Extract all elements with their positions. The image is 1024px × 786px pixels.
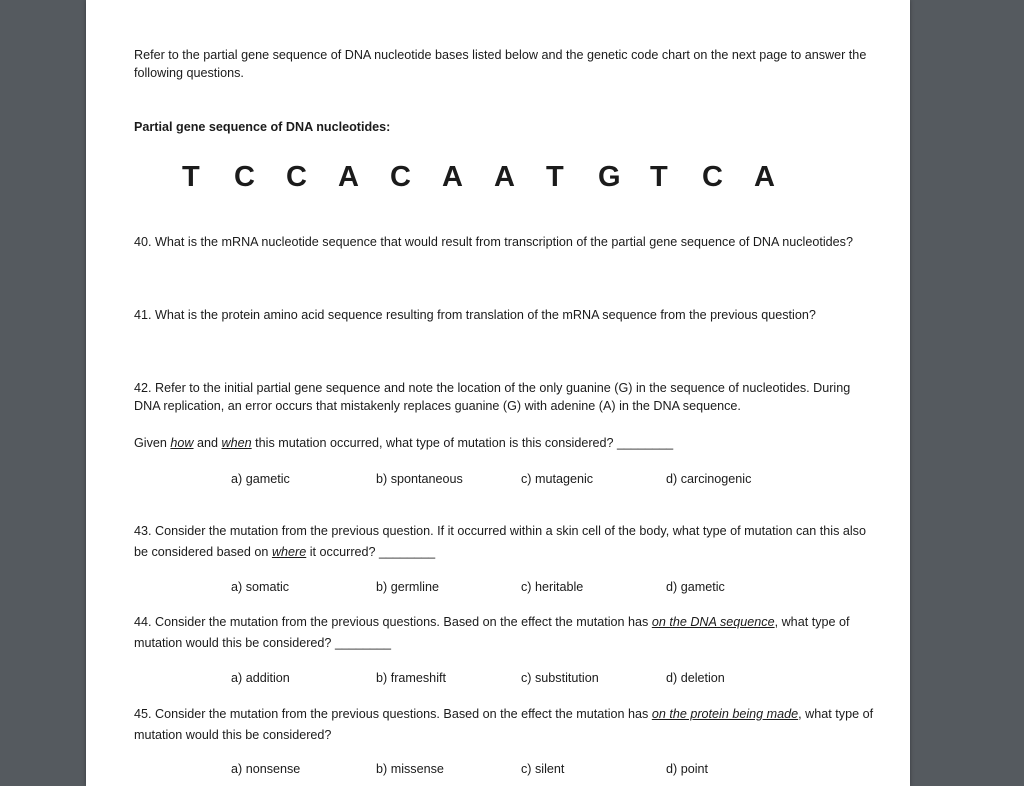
prompt-text: and	[193, 436, 222, 450]
option-c: c) substitution	[521, 671, 599, 685]
nucleotide: A	[338, 161, 359, 193]
option-d: d) gametic	[666, 580, 725, 594]
prompt-text: this mutation occurred, what type of mutation is this considered?	[251, 436, 618, 450]
question-42-options	[231, 469, 811, 489]
question-text: 43. Consider the mutation from the previous question. If it occurred within a skin cell of the body, what type of mutation can this also be considered based on	[134, 524, 866, 559]
emphasis-when: when	[221, 436, 252, 450]
nucleotide: A	[494, 161, 515, 193]
option-b: b) spontaneous	[376, 472, 463, 486]
nucleotide: C	[390, 161, 411, 193]
nucleotide: T	[182, 161, 200, 193]
question-44	[134, 612, 874, 654]
question-text: 44. Consider the mutation from the previous questions. Based on the effect the mutation has	[134, 615, 652, 629]
question-text: 45. Consider the mutation from the previous questions. Based on the effect the mutation has	[134, 707, 652, 721]
question-41: 41. What is the protein amino acid sequence resulting from translation of the mRNA sequence from the previous question?	[134, 308, 816, 322]
option-a: a) addition	[231, 671, 290, 685]
sequence-heading: Partial gene sequence of DNA nucleotides:	[134, 120, 391, 134]
answer-blank: ________	[379, 545, 436, 559]
question-43	[134, 521, 874, 563]
question-text: it occurred?	[306, 545, 380, 559]
option-b: b) germline	[376, 580, 439, 594]
nucleotide: A	[754, 161, 775, 193]
option-c: c) mutagenic	[521, 472, 594, 486]
option-c: c) heritable	[521, 580, 584, 594]
question-45-options	[231, 759, 811, 779]
question-44-options	[231, 668, 811, 688]
question-text: , what type of mutation would this be considered?	[134, 615, 850, 650]
emphasis-where: where	[271, 545, 307, 559]
question-40: 40. What is the mRNA nucleotide sequence that would result from transcription of the partial gene sequence of DNA nucleotides?	[134, 235, 853, 249]
question-42-prompt	[134, 433, 874, 453]
option-d: d) carcinogenic	[666, 472, 752, 486]
option-d: d) deletion	[666, 671, 725, 685]
option-a: a) gametic	[231, 472, 290, 486]
nucleotide: T	[546, 161, 564, 193]
option-a: a) nonsense	[231, 762, 301, 776]
option-d: d) point	[666, 762, 709, 776]
question-42: 42. Refer to the initial partial gene sequence and note the location of the only guanine (G) in the sequence of nucleotides. During DNA replication, an error occurs that mistakenly replaces guanine (G) with adenine (A) in the DNA sequence.	[134, 381, 851, 413]
option-b: b) frameshift	[376, 671, 446, 685]
nucleotide: G	[598, 161, 621, 193]
question-43-options	[231, 577, 811, 597]
option-a: a) somatic	[231, 580, 290, 594]
nucleotide: C	[234, 161, 255, 193]
answer-blank: ________	[617, 436, 674, 450]
emphasis-protein: on the protein being made	[651, 707, 799, 721]
option-b: b) missense	[376, 762, 444, 776]
question-text: , what type of mutation would this be considered?	[134, 707, 874, 742]
intro-paragraph: Refer to the partial gene sequence of DNA nucleotide bases listed below and the genetic code chart on the next page to answer the following questions.	[134, 48, 867, 80]
option-c: c) silent	[521, 762, 565, 776]
question-45	[134, 704, 874, 746]
nucleotide: A	[442, 161, 463, 193]
nucleotide: C	[286, 161, 307, 193]
dna-sequence	[182, 159, 806, 195]
nucleotide: T	[650, 161, 668, 193]
nucleotide: C	[702, 161, 723, 193]
answer-blank: ________	[334, 636, 391, 650]
prompt-text: Given	[134, 436, 171, 450]
document-page	[86, 0, 910, 786]
emphasis-how: how	[170, 436, 194, 450]
emphasis-dna-sequence: on the DNA sequence	[651, 615, 775, 629]
